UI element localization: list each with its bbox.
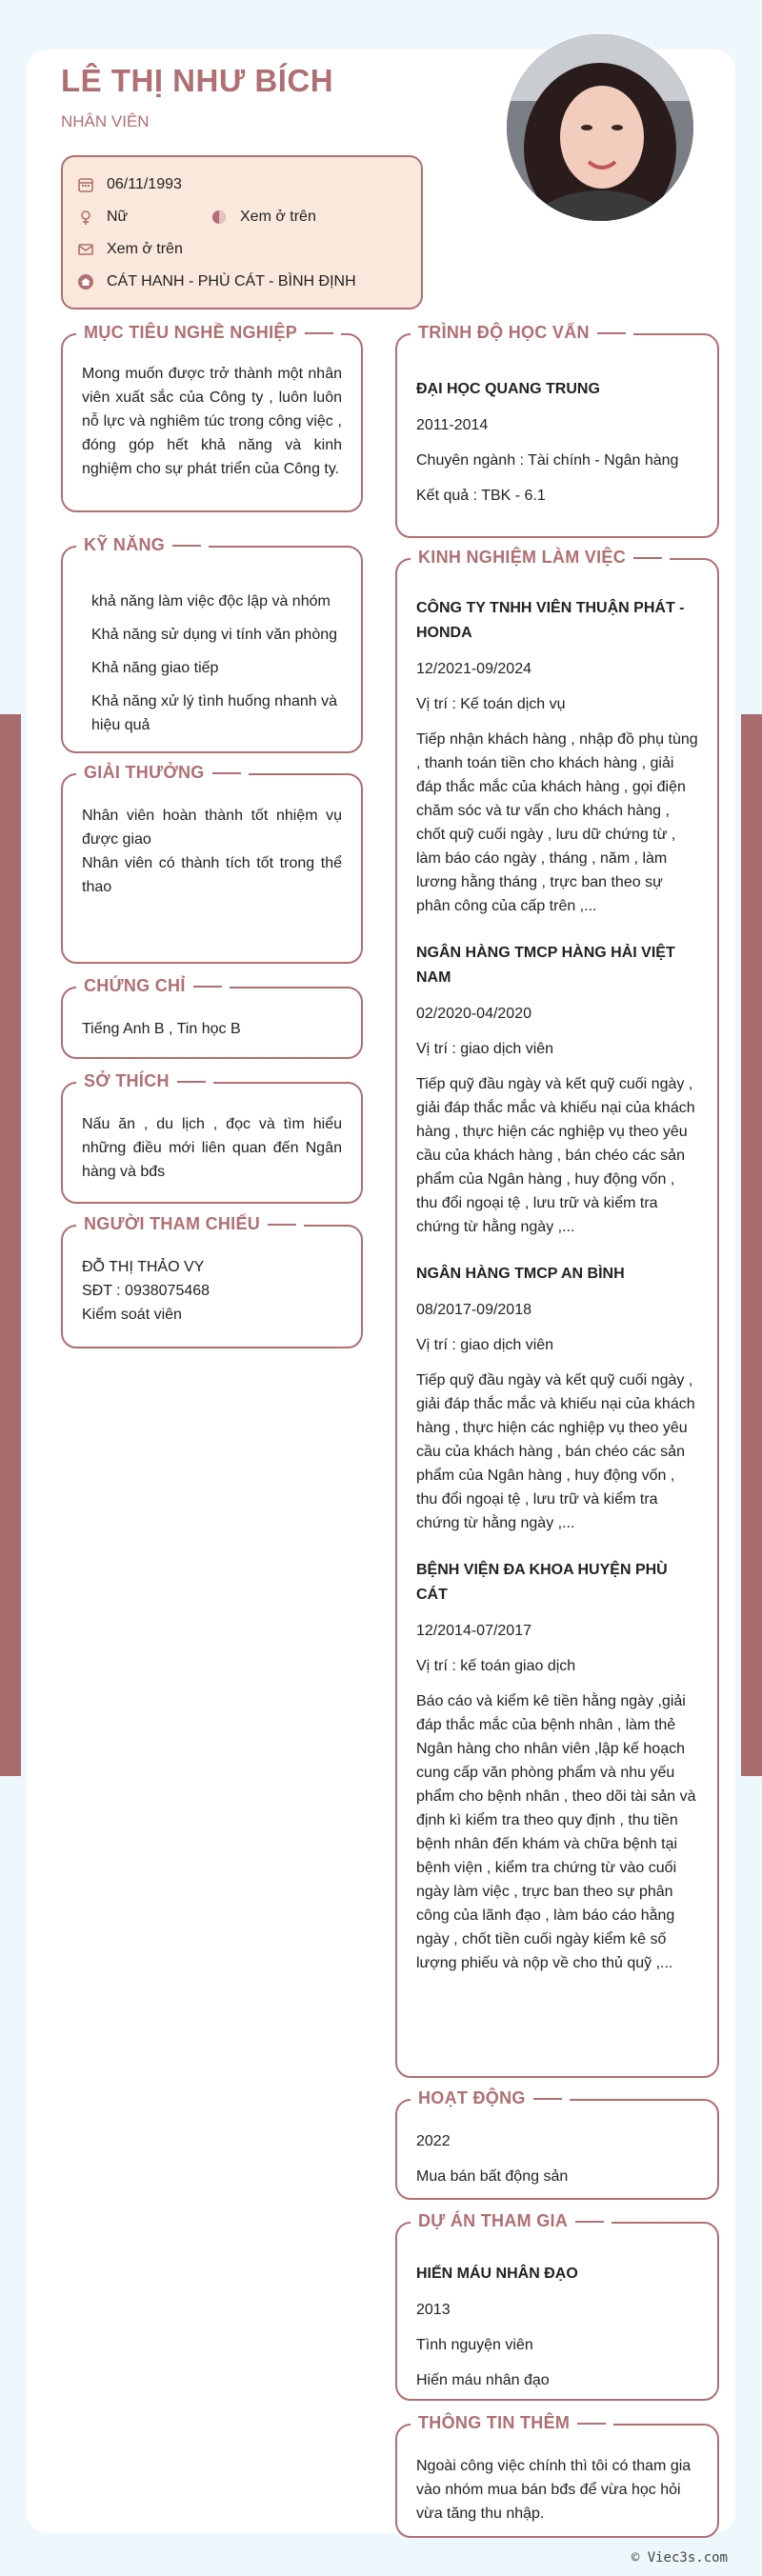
education-school: ĐẠI HỌC QUANG TRUNG (416, 381, 600, 397)
job-company: NGÂN HÀNG TMCP HÀNG HẢI VIỆT NAM (416, 945, 675, 986)
experience-title: KINH NGHIỆM LÀM VIỆC (411, 548, 670, 568)
education-years: 2011-2014 (416, 417, 489, 433)
skill-item: khả năng làm việc độc lập và nhóm (91, 593, 331, 609)
skills-title: KỸ NĂNG (76, 535, 209, 555)
job-entry (416, 596, 698, 918)
objective-section (61, 323, 363, 512)
gender-icon (76, 208, 95, 227)
left-decor-band (0, 714, 21, 1776)
reference-section (61, 1214, 363, 1348)
job-description: Tiếp quỹ đầu ngày và kết quỹ cuối ngày , giải đáp thắc mắc và khiếu nại của khách hàng , thực hiện các nghiệp vụ theo yêu cầu của khách hàng , bán chéo các sản phẩm của Ngân hàng , huy động vốn , thu đổi ngoại tệ , lưu trữ và kiểm tra chứng từ hằng ngày ,... (416, 1076, 695, 1235)
skill-item: Khả năng sử dụng vi tính văn phòng (91, 627, 338, 643)
marital-status-icon (210, 208, 229, 227)
email-icon (76, 240, 95, 259)
skill-item: Khả năng giao tiếp (91, 660, 219, 676)
award-item: Nhân viên hoàn thành tốt nhiệm vụ được giao (82, 808, 342, 848)
avatar (507, 34, 693, 221)
activity-year: 2022 (416, 2133, 451, 2149)
extra-info-text: Ngoài công việc chính thì tôi có tham gia vào nhóm mua bán bđs để vừa học hỏi vừa tăng thu nhập. (416, 2458, 692, 2522)
job-position: Vị trí : giao dịch viên (416, 1337, 554, 1353)
home-icon (76, 272, 95, 291)
education-section (395, 323, 719, 538)
activities-section (395, 2088, 719, 2200)
job-company: NGÂN HÀNG TMCP AN BÌNH (416, 1266, 625, 1282)
job-entry (416, 1558, 698, 1975)
calendar-icon (76, 175, 95, 194)
certificates-section (61, 976, 363, 1059)
education-result: Kết quả : TBK - 6.1 (416, 488, 546, 504)
reference-role: Kiểm soát viên (82, 1307, 182, 1323)
job-entry (416, 1262, 698, 1535)
skills-section (61, 535, 363, 753)
job-entry (416, 941, 698, 1239)
birthday-value: 06/11/1993 (107, 176, 182, 192)
skill-item: Khả năng xử lý tình huống nhanh và hiệu quả (91, 693, 338, 733)
experience-section (395, 548, 719, 2078)
job-description: Báo cáo và kiểm kê tiền hằng ngày ,giải đáp thắc mắc của bệnh nhân , làm thẻ Ngân hàng cho nhân viên ,lập kế hoạch cung cấp văn phòng phẩm và nhu yếu phẩm cho bệnh nhân , theo dõi tài sản và định kì kiểm tra theo quy định , thu tiền bệnh nhân đến khám và chữa bệnh tại bệnh viện , kiểm tra chứng từ vào cuối ngày làm việc , trực ban theo sự phân công của lãnh đạo , làm báo cáo hằng ngày , chốt tiền cuối ngày kiểm kê số lượng phiếu và nộp về cho thủ quỹ ,... (416, 1693, 696, 1971)
project-name: HIẾN MÁU NHÂN ĐẠO (416, 2266, 578, 2282)
hobbies-section (61, 1071, 363, 1204)
email-value: Xem ở trên (107, 241, 183, 257)
project-role: Tình nguyện viên (416, 2337, 533, 2353)
awards-title: GIẢI THƯỞNG (76, 763, 249, 783)
certificates-title: CHỨNG CHỈ (76, 976, 230, 996)
candidate-title: NHÂN VIÊN (61, 112, 150, 130)
job-position: Vị trí : kế toán giao dịch (416, 1658, 576, 1674)
job-company: CÔNG TY TNHH VIÊN THUẬN PHÁT - HONDA (416, 600, 685, 641)
project-text: Hiến máu nhân đạo (416, 2372, 550, 2388)
job-position: Vị trí : Kế toán dịch vụ (416, 696, 566, 712)
projects-section (395, 2211, 719, 2401)
marital-status-value: Xem ở trên (240, 209, 316, 225)
job-period: 12/2021-09/2024 (416, 661, 531, 677)
extra-info-section (395, 2413, 719, 2538)
personal-info-box (61, 155, 423, 310)
extra-info-title: THÔNG TIN THÊM (411, 2413, 613, 2433)
objective-title: MỤC TIÊU NGHỀ NGHIỆP (76, 323, 341, 343)
job-period: 12/2014-07/2017 (416, 1623, 531, 1639)
gender-value: Nữ (107, 209, 129, 225)
hobbies-title: SỞ THÍCH (76, 1071, 213, 1091)
objective-text: Mong muốn được trở thành một nhân viên xuất sắc của Công ty , luôn luôn nỗ lực và nghiêm túc trong công việc , đóng góp hết khả năng và kinh nghiệm cho sự phát triển của Công ty. (82, 366, 342, 477)
projects-title: DỰ ÁN THAM GIA (411, 2211, 612, 2231)
activity-text: Mua bán bất động sản (416, 2168, 569, 2185)
job-description: Tiếp nhận khách hàng , nhập đồ phụ tùng , thanh toán tiền cho khách hàng , giải đáp thắc mắc của khách hàng , gọi điện chăm sóc và tư vấn cho khách hàng , chốt quỹ cuối ngày , lưu dữ chứng từ , làm báo cáo ngày , tháng , năm , làm lương hằng tháng , trực ban theo sự phân công của cấp trên ,... (416, 731, 698, 914)
job-period: 02/2020-04/2020 (416, 1006, 531, 1022)
job-company: BỆNH VIỆN ĐA KHOA HUYỆN PHÙ CÁT (416, 1562, 668, 1603)
candidate-name: LÊ THỊ NHƯ BÍCH (61, 63, 334, 98)
address-value: CÁT HANH - PHÙ CÁT - BÌNH ĐỊNH (107, 273, 356, 290)
hobbies-text: Nấu ăn , du lịch , đọc và tìm hiểu những điều mới liên quan đến Ngân hàng và bđs (82, 1116, 342, 1180)
reference-phone: SĐT : 0938075468 (82, 1283, 211, 1299)
education-major: Chuyên ngành : Tài chính - Ngân hàng (416, 452, 679, 469)
project-year: 2013 (416, 2302, 451, 2318)
activities-title: HOẠT ĐỘNG (411, 2088, 570, 2108)
job-period: 08/2017-09/2018 (416, 1302, 531, 1318)
right-decor-band (741, 714, 762, 1776)
watermark: © Viec3s.com (631, 2550, 728, 2566)
job-position: Vị trí : giao dịch viên (416, 1041, 554, 1057)
award-item: Nhân viên có thành tích tốt trong thể thao (82, 855, 342, 895)
reference-title: NGƯỜI THAM CHIẾU (76, 1214, 304, 1234)
certificates-text: Tiếng Anh B , Tin học B (82, 1021, 241, 1037)
job-description: Tiếp quỹ đầu ngày và kết quỹ cuối ngày , giải đáp thắc mắc và khiếu nại của khách hàng , thực hiện các nghiệp vụ theo yêu cầu của khách hàng , bán chéo các sản phẩm của Ngân hàng , huy động vốn , thu đổi ngoại tệ , lưu trữ và kiểm tra chứng từ hằng ngày ,... (416, 1372, 695, 1531)
education-title: TRÌNH ĐỘ HỌC VẤN (411, 323, 633, 343)
awards-section (61, 763, 363, 964)
reference-name: ĐỖ THỊ THẢO VY (82, 1259, 205, 1275)
